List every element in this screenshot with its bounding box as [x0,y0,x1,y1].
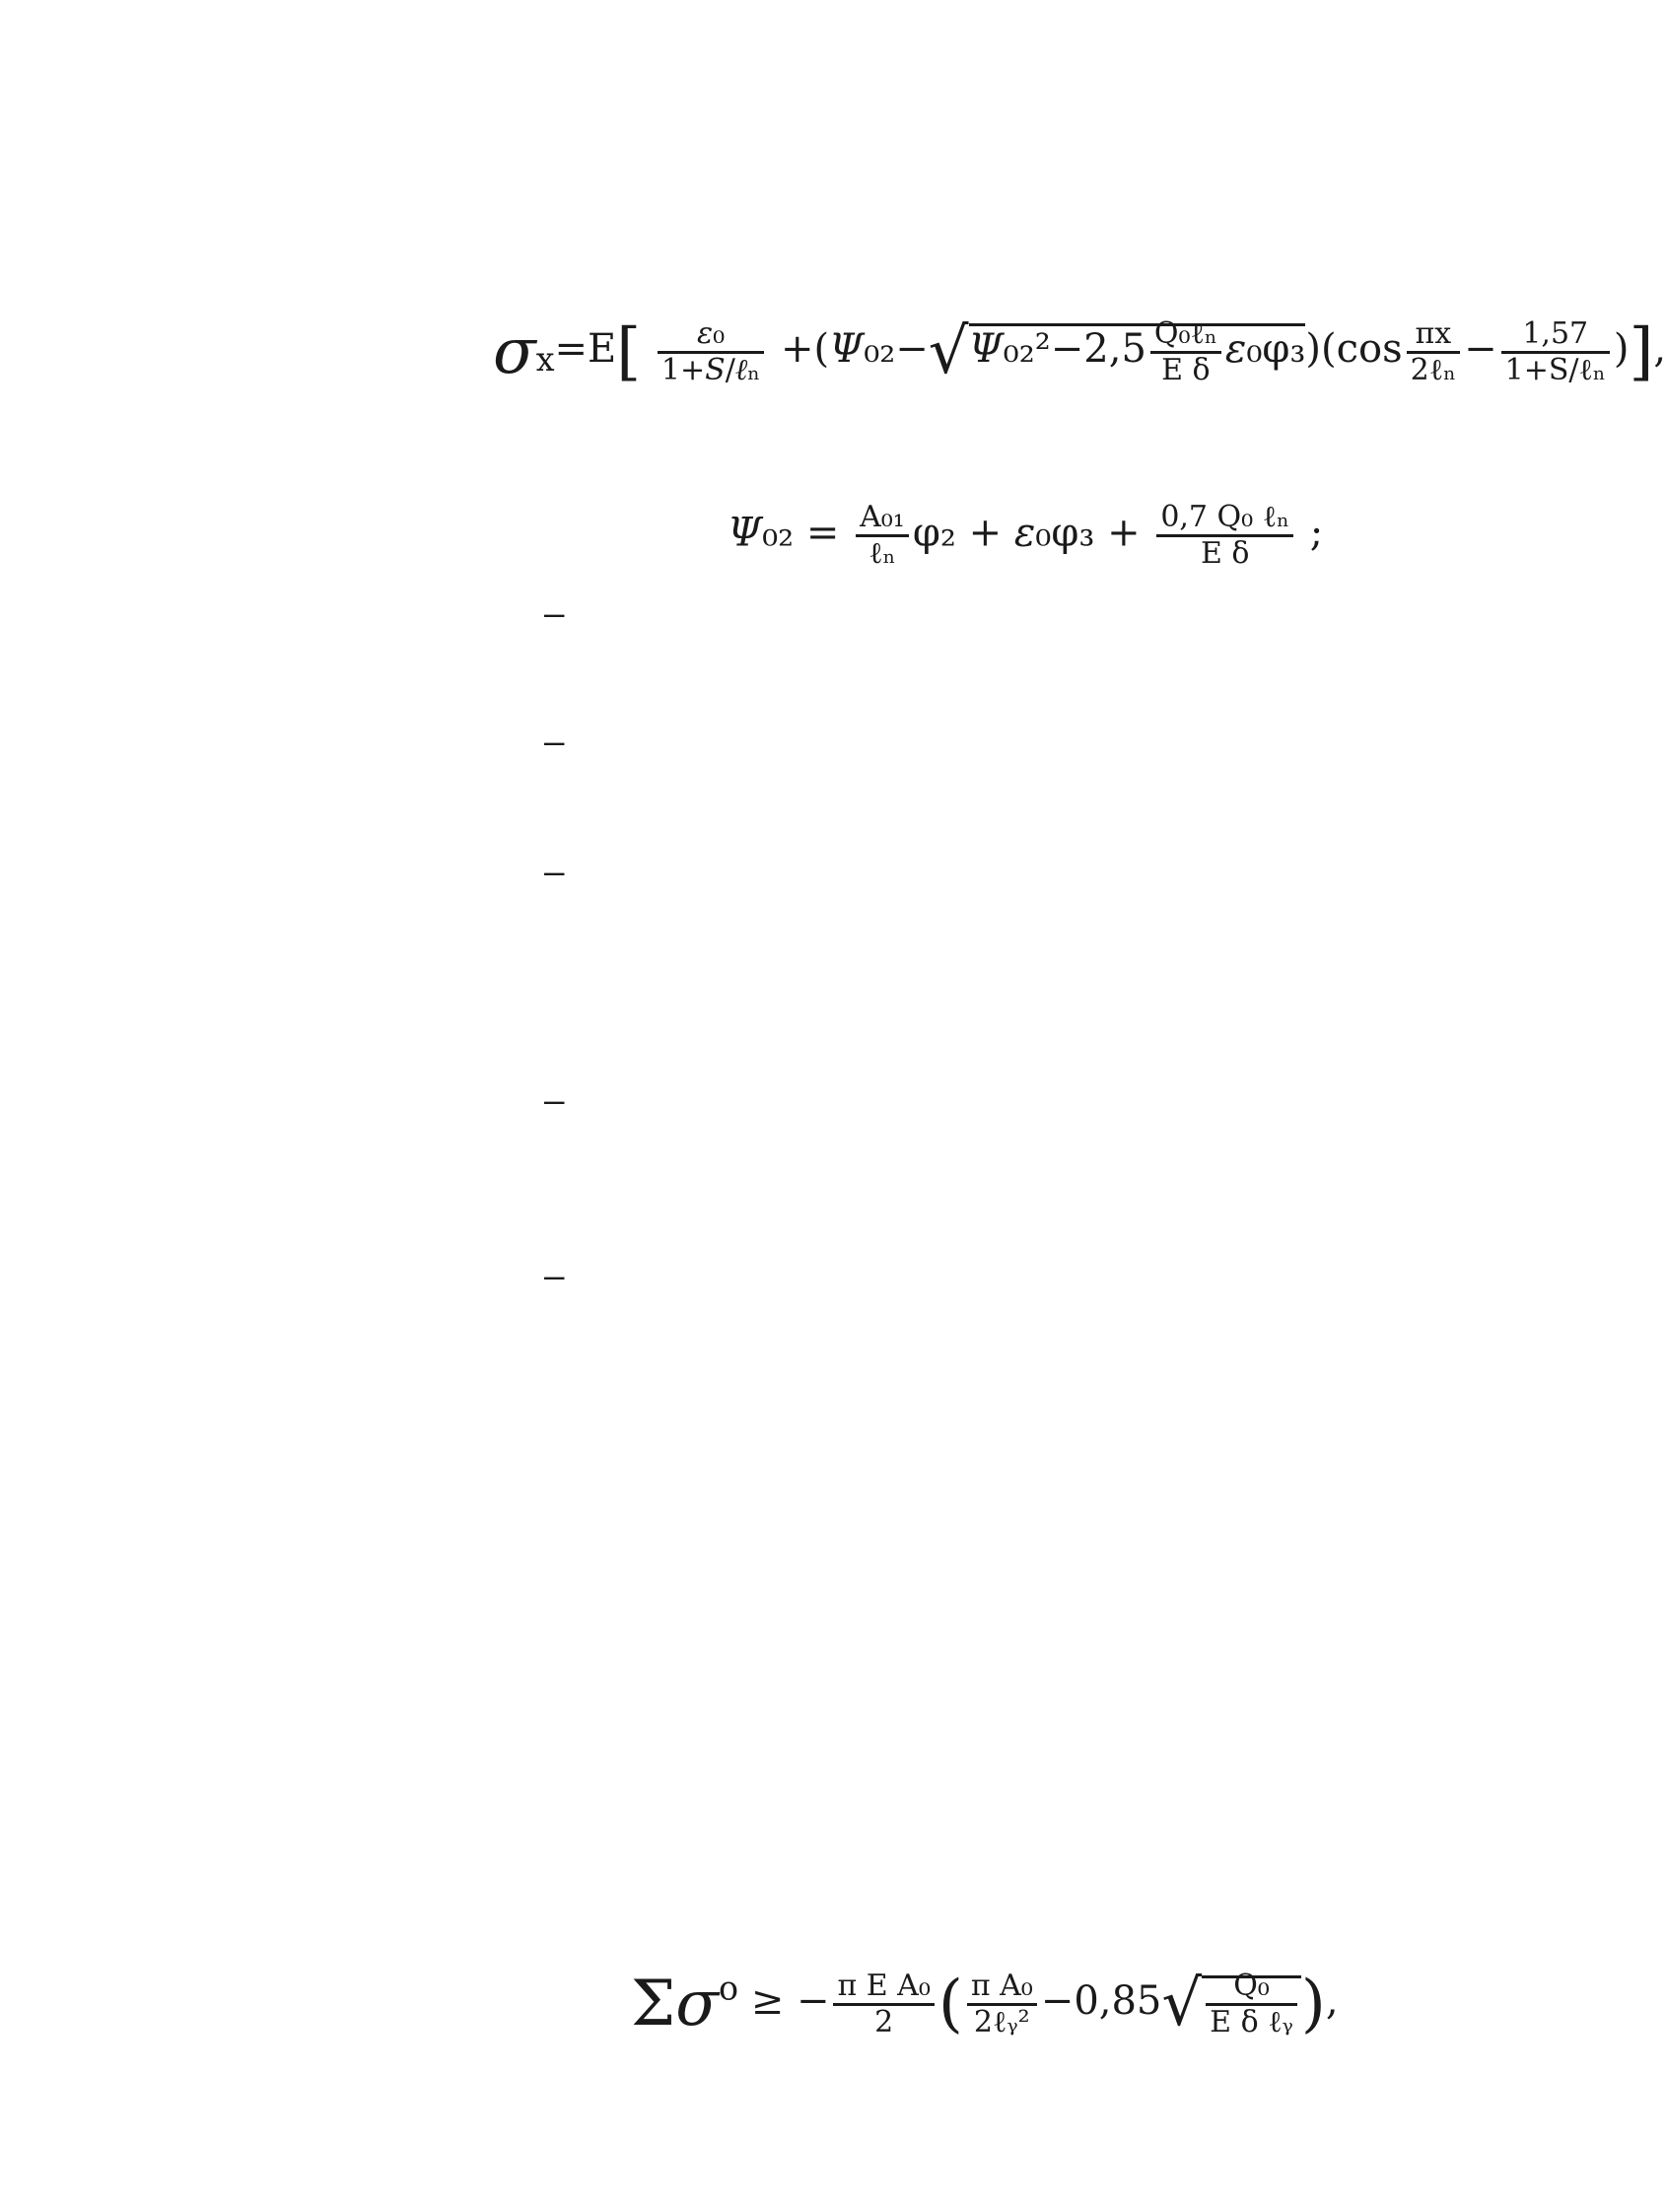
formula-17: $\Sigma\sigma^o$ ≥ − $\frac{\text{π E A₀}}{2}$ ( $\frac{\text{π A₀}}{\text{2ℓᵧ²}}$ −0,85√ $\frac{\text{Q₀}}{\text{E δ ℓᵧ}}$ ), [631,1968,1339,2040]
formula-16: $\sigma_x=E$[ $\frac{\text{ε₀}}{\text{1+S/ℓₙ}}$ +(Ψ₀₂−√Ψ₀₂²−2,5 $\frac{\text{Q₀ℓₙ}}{\text{E δ}}$ ε₀φ₃)(cos $\frac{\pi x}{\text{2ℓₙ}}$ − $\frac{1,57}{\text{1+S/ℓₙ}}$ )], [493,315,1666,388]
dash: – [544,594,565,634]
dash: – [544,1257,565,1296]
dash: – [544,853,565,892]
dash: – [544,1081,565,1121]
psi-formula: Ψ₀₂ = $\frac{\text{A₀₁}}{\text{ℓₙ}}$ φ₂ + ε₀φ₃ + $\frac{\text{0,7 Q₀ ℓₙ}}{\text{E δ}}$ ; [728,500,1324,571]
dash: – [544,723,565,762]
